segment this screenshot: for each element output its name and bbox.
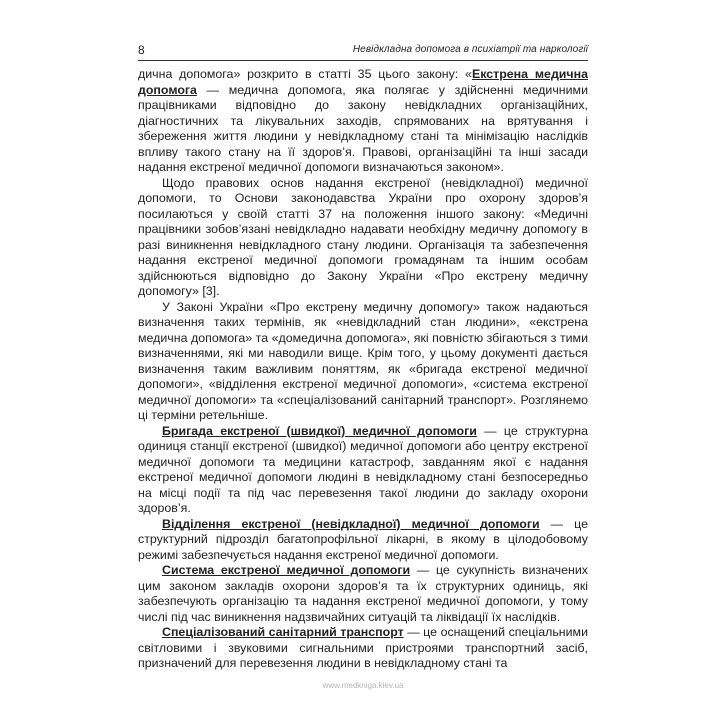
paragraph-6 [138,563,588,625]
running-title: Невідкладна допомога в психіатрії та наркології [352,44,588,55]
paragraph-4 [138,424,588,517]
page-header [138,40,588,61]
body-text [138,67,588,672]
paragraph-text: У Законі України «Про екстрену медичну допомогу» також надаються визначення таких термінів, як «невідкладний стан людини», «екстрена медична допомога» та «домедична допомога», які повністю збігаються з тими визначеннями, які ми наводили вище. Крім того, у цьому документі дається визначення таким важливим поняттям, як «бригада екстреної медичної допомоги», «відділення екстреної медичної допомоги», «система екстреної медичної допомоги» та «спеціалізований санітарний транспорт». Розглянемо ці терміни ретельніше. [138,299,588,422]
watermark: www.medkniga.kiev.ua [322,681,404,690]
paragraph-text: дична допомога» розкрито в статті 35 цього закону: « [138,67,472,81]
paragraph-text: — це оснащений спеціальними світловими і звуковими сигнальними пристроями транспортний засіб, призначений для перевезення людини в невідкладному стані та [138,625,588,670]
term-emergency-brigade: Бригада екстреної (швидкої) медичної допомоги [162,423,477,438]
paragraph-5 [138,517,588,564]
paragraph-3 [138,300,588,424]
paragraph-text: — це сукупність визначених цим законом закладів охорони здоров’я та їх структурних одиниць, які забезпечують організацію та надання екстреної медичної допомоги, у тому числі під час виникнення надзвичайних ситуацій та ліквідації їх наслідків. [138,563,588,624]
paragraph-2 [138,176,588,300]
paragraph-text: Щодо правових основ надання екстреної (невідкладної) медичної допомоги, то Основи законодавства України про охорону здоров’я посилаються у своїй статті 37 на положення іншого закону: «Медичні працівники зобов’язані невідкладно надавати необхідну медичну допомогу в разі виникнення невідкладного стану людини. Організація та забезпечення надання екстреної медичної допомоги громадянам та іншим особам здійснюються відповідно до Закону України «Про екстрену медичну допомогу» [3]. [138,175,588,298]
term-emergency-department: Відділення екстреної (невідкладної) медичної допомоги [162,516,540,531]
term-emergency-medical-care: Екстрена медична допомога [138,67,588,97]
paragraph-text: — медична допомога, яка полягає у здійсненні медичними працівниками відповідно до закону невідкладних організаційних, діагностичних та лікувальних заходів, спрямованих на врятування і збереження життя людини у невідкладному стані та мінімізацію наслідків впливу такого стану на її здоров’я. Правові, організаційні та інші засади надання екстреної медичної допомоги визначаються законом». [138,82,588,174]
term-emergency-system: Система екстреної медичної допомоги [162,563,411,577]
term-sanitary-transport: Спеціалізований санітарний транспорт [162,625,404,639]
page-number: 8 [138,43,145,57]
book-page [138,40,588,690]
paragraph-1 [138,67,588,176]
paragraph-text: — це структурна одиниця станції екстреної (швидкої) медичної допомоги або центру екстреної медичної допомоги та медицини катастроф, завданням якої є надання екстреної медичної допомоги людині в невідкладному стані безпосередньо на місці події та під час перевезення такої людини до закладу охорони здоров’я. [138,423,588,515]
paragraph-7 [138,625,588,672]
paragraph-text: — це структурний підрозділ багатопрофільної лікарні, в якому в цілодобовому режимі забезпечується надання екстреної медичної допомоги. [138,516,588,562]
